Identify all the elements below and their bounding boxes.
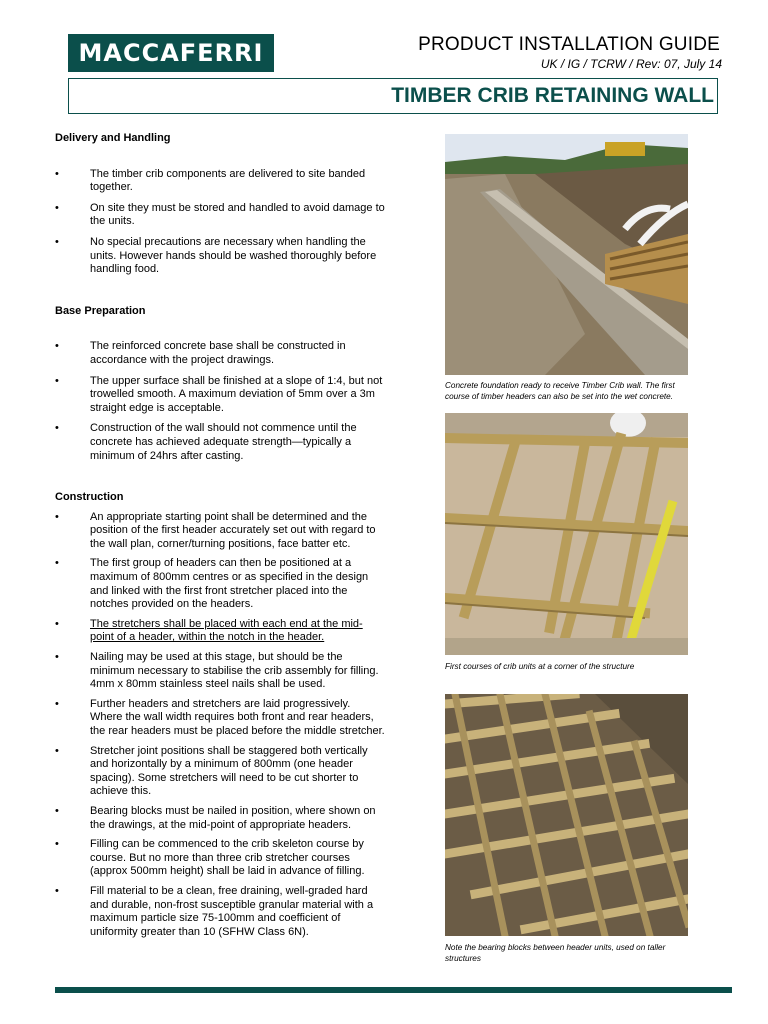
foundation-photo-graphic — [445, 134, 688, 375]
list-item: • The upper surface shall be finished at a slope of 1:4, but not trowelled smooth. A maximum deviation of 5mm over a 3m straight edge is acceptable. — [55, 375, 385, 416]
caption-photo-1: Concrete foundation ready to receive Timber Crib wall. The first course of timber headers can also be set into the wet concrete. — [445, 381, 675, 401]
list-item: • On site they must be stored and handled to avoid damage to the units. — [55, 202, 385, 229]
photo-first-courses — [445, 413, 688, 655]
list-item: • Nailing may be used at this stage, but should be the minimum necessary to stabilise the crib assembly for filling. 4mm x 80mm stainless steel nails shall be used. — [55, 651, 385, 692]
list-item: • The stretchers shall be placed with each end at the mid-point of a header, within the notch in the header. — [55, 618, 385, 645]
document-title: TIMBER CRIB RETAINING WALL — [391, 84, 714, 107]
list-item: • Further headers and stretchers are laid progressively. Where the wall width requires both front and rear headers, the rear headers must be placed before the middle stretcher. — [55, 698, 385, 739]
photo-bearing-blocks — [445, 694, 688, 936]
list-item: • Construction of the wall should not commence until the concrete has achieved adequate strength—typically a minimum of 24hrs after casting. — [55, 422, 385, 463]
list-item: • Fill material to be a clean, free draining, well-graded hard and durable, non-frost susceptible granular material with a maximum particle size 75-100mm and coefficient of uniformity greater than 10 (SFHW Class 6N). — [55, 885, 385, 939]
list-item: • Stretcher joint positions shall be staggered both vertically and horizontally by a minimum of 800mm (one header spacing). Some stretchers will need to be cut shorter to achieve this. — [55, 745, 385, 799]
list-item: • An appropriate starting point shall be determined and the position of the first header accurately set out with regard to the wall plan, corner/turning positions, face batter etc. — [55, 511, 385, 552]
list-item: • Bearing blocks must be nailed in position, where shown on the drawings, at the mid-point of appropriate headers. — [55, 805, 385, 832]
section-heading-construction: Construction — [55, 491, 124, 504]
list-item: • Filling can be commenced to the crib skeleton course by course. But no more than three crib stretcher courses (approx 500mm height) shall be laid in advance of filling. — [55, 838, 385, 879]
footer-rule — [55, 987, 732, 993]
section-heading-base: Base Preparation — [55, 304, 146, 317]
guide-title: PRODUCT INSTALLATION GUIDE — [418, 34, 720, 55]
photo-concrete-foundation — [445, 134, 688, 375]
construction-list — [55, 511, 385, 940]
base-list — [55, 340, 385, 463]
list-item: • No special precautions are necessary when handling the units. However hands should be washed thoroughly before handling food. — [55, 236, 385, 277]
list-item: • The first group of headers can then be positioned at a maximum of 800mm centres or as specified in the design and linked with the first front stretcher placed into the notches provided on the headers. — [55, 557, 385, 611]
list-item: • The timber crib components are delivered to site banded together. — [55, 168, 385, 195]
delivery-list — [55, 168, 385, 277]
main-text-column — [55, 132, 385, 939]
first-courses-photo-graphic — [445, 413, 688, 655]
document-title-box — [68, 78, 718, 114]
section-heading-delivery: Delivery and Handling — [55, 132, 171, 144]
maccaferri-logo — [68, 34, 274, 72]
caption-photo-3: Note the bearing blocks between header units, used on taller structures — [445, 943, 666, 963]
list-item: • The reinforced concrete base shall be constructed in accordance with the project drawings. — [55, 340, 385, 367]
guide-reference: UK / IG / TCRW / Rev: 07, July 14 — [540, 57, 722, 71]
caption-photo-2: First courses of crib units at a corner of the structure — [445, 662, 635, 671]
bearing-blocks-photo-graphic — [445, 694, 688, 936]
logo-text: MACCAFERRI — [78, 39, 264, 67]
